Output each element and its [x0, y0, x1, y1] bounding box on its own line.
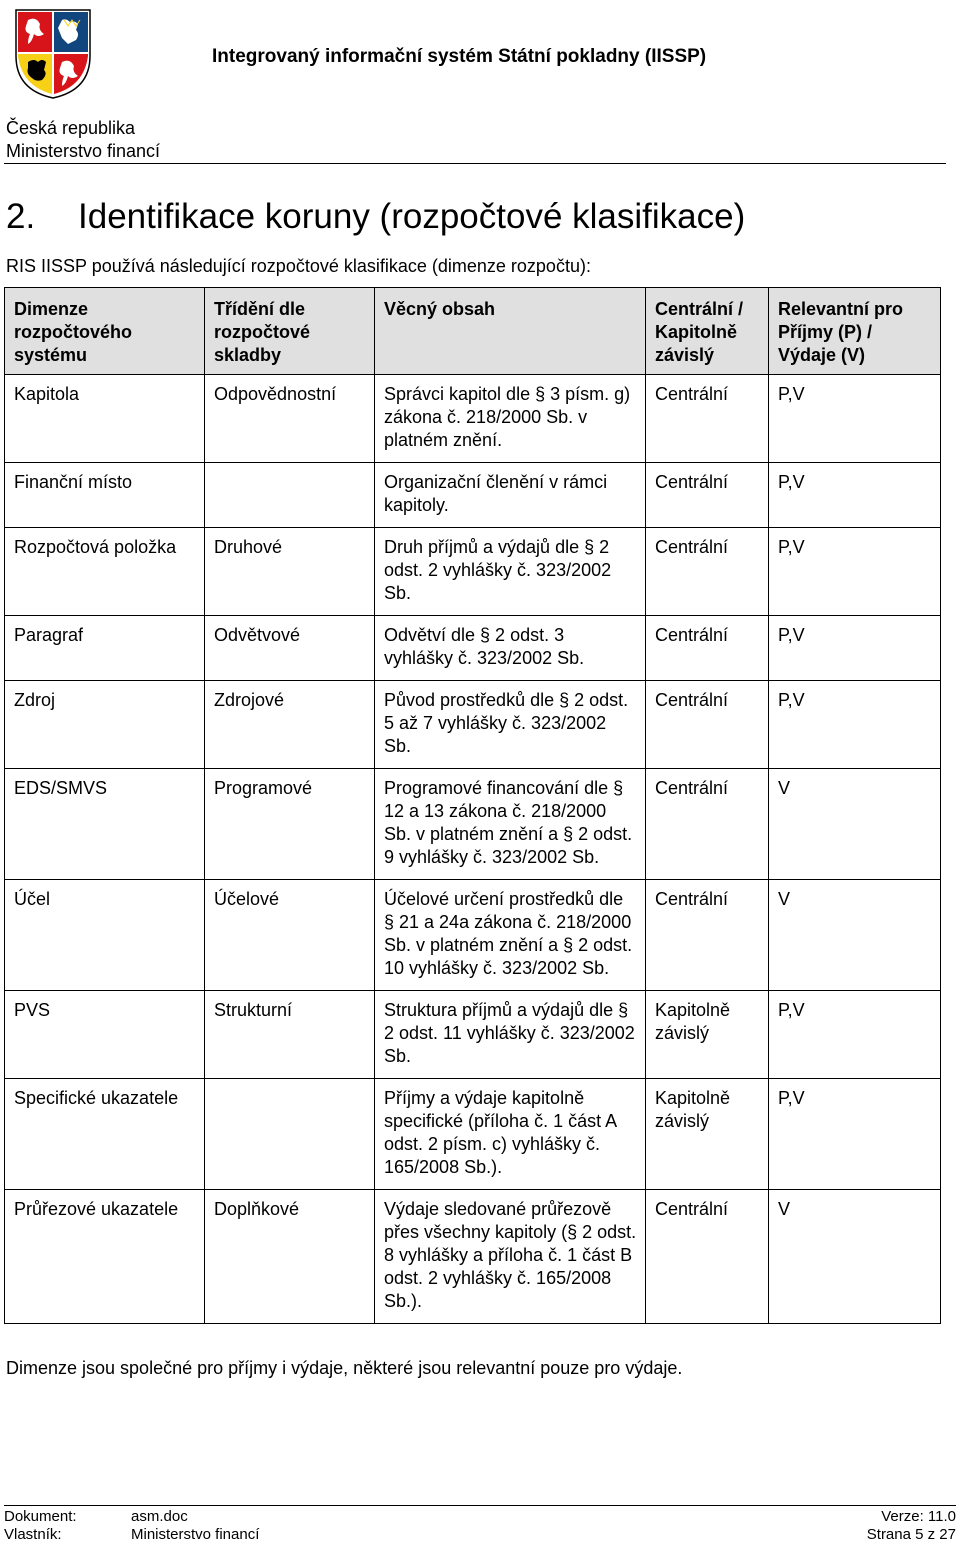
system-title: Integrovaný informační systém Státní pokladny (IISSP) [212, 46, 707, 67]
table-cell: Kapitolně závislý [646, 1079, 769, 1190]
column-header: Relevantní pro Příjmy (P) / Výdaje (V) [769, 288, 941, 375]
table-cell: P,V [769, 681, 941, 769]
table-cell: Výdaje sledované průřezově přes všechny kapitoly (§ 2 odst. 8 vyhlášky a příloha č. 1 část B odst. 2 vyhlášky č. 165/2008 Sb.). [375, 1190, 646, 1324]
table-cell: P,V [769, 1079, 941, 1190]
table-cell: Zdroj [5, 681, 205, 769]
table-cell: Programové [205, 769, 375, 880]
table-row [5, 991, 941, 1079]
column-header: Třídění dle rozpočtové skladby [205, 288, 375, 375]
table-cell: Rozpočtová položka [5, 528, 205, 616]
table-cell: Průřezové ukazatele [5, 1190, 205, 1324]
table-cell: P,V [769, 528, 941, 616]
table-cell: Správci kapitol dle § 3 písm. g) zákona č. 218/2000 Sb. v platném znění. [375, 375, 646, 463]
table-cell: Centrální [646, 528, 769, 616]
table-cell: Účel [5, 880, 205, 991]
table-cell: Centrální [646, 1190, 769, 1324]
table-row [5, 375, 941, 463]
footer-divider [4, 1505, 956, 1506]
table-cell: Centrální [646, 880, 769, 991]
czech-coat-of-arms-icon [14, 8, 92, 100]
column-header: Věcný obsah [375, 288, 646, 375]
table-row [5, 528, 941, 616]
table-row [5, 769, 941, 880]
footer-page-number: Strana 5 z 27 [866, 1526, 956, 1543]
table-cell: V [769, 1190, 941, 1324]
table-cell: Specifické ukazatele [5, 1079, 205, 1190]
footer-owner-value: Ministerstvo financí [131, 1526, 260, 1543]
table-cell: Centrální [646, 375, 769, 463]
org-country: Česká republika [6, 118, 136, 138]
table-cell: Organizační členění v rámci kapitoly. [375, 463, 646, 528]
organization [6, 117, 160, 163]
table-cell: P,V [769, 616, 941, 681]
table-cell: Příjmy a výdaje kapitolně specifické (příloha č. 1 část A odst. 2 písm. c) vyhlášky č. 165/2008 Sb.). [375, 1079, 646, 1190]
table-cell: Programové financování dle § 12 a 13 zákona č. 218/2000 Sb. v platném znění a § 2 odst. 9 vyhlášky č. 323/2002 Sb. [375, 769, 646, 880]
column-header: Centrální / Kapitolně závislý [646, 288, 769, 375]
table-cell: Centrální [646, 463, 769, 528]
table-cell: Odpovědnostní [205, 375, 375, 463]
table-cell: Centrální [646, 769, 769, 880]
table-cell: V [769, 880, 941, 991]
table-cell: Struktura příjmů a výdajů dle § 2 odst. 11 vyhlášky č. 323/2002 Sb. [375, 991, 646, 1079]
table-row [5, 463, 941, 528]
table-cell: Druh příjmů a výdajů dle § 2 odst. 2 vyhlášky č. 323/2002 Sb. [375, 528, 646, 616]
classification-table [4, 287, 941, 1324]
table-cell [205, 1079, 375, 1190]
table-cell: P,V [769, 991, 941, 1079]
table-cell: Centrální [646, 616, 769, 681]
table-note: Dimenze jsou společné pro příjmy i výdaje, některé jsou relevantní pouze pro výdaje. [6, 1358, 683, 1378]
table-row [5, 681, 941, 769]
table-row [5, 1079, 941, 1190]
table-cell: Doplňkové [205, 1190, 375, 1324]
table-cell: PVS [5, 991, 205, 1079]
footer-doc-value: asm.doc [131, 1508, 188, 1525]
section-heading [6, 197, 745, 237]
footer-owner-label: Vlastník: [4, 1526, 62, 1543]
table-cell: Odvětví dle § 2 odst. 3 vyhlášky č. 323/2002 Sb. [375, 616, 646, 681]
table-cell: P,V [769, 463, 941, 528]
table-cell: P,V [769, 375, 941, 463]
table-cell: Paragraf [5, 616, 205, 681]
header-divider [4, 163, 946, 164]
org-ministry: Ministerstvo financí [6, 141, 161, 161]
table-cell: EDS/SMVS [5, 769, 205, 880]
table-cell: Kapitola [5, 375, 205, 463]
table-row [5, 880, 941, 991]
section-title: Identifikace koruny (rozpočtové klasifikace) [78, 197, 746, 236]
table-cell: Účelové určení prostředků dle § 21 a 24a zákona č. 218/2000 Sb. v platném znění a § 2 odst. 10 vyhlášky č. 323/2002 Sb. [375, 880, 646, 991]
section-intro: RIS IISSP používá následující rozpočtové klasifikace (dimenze rozpočtu): [6, 256, 591, 276]
table-cell: Původ prostředků dle § 2 odst. 5 až 7 vyhlášky č. 323/2002 Sb. [375, 681, 646, 769]
table-cell [205, 463, 375, 528]
table-cell: V [769, 769, 941, 880]
table-cell: Účelové [205, 880, 375, 991]
footer-version: Verze: 11.0 [881, 1508, 956, 1525]
table-cell: Odvětvové [205, 616, 375, 681]
table-cell: Kapitolně závislý [646, 991, 769, 1079]
table-cell: Strukturní [205, 991, 375, 1079]
table-cell: Druhové [205, 528, 375, 616]
table-header-row [5, 288, 941, 375]
table-cell: Centrální [646, 681, 769, 769]
footer-doc-label: Dokument: [4, 1508, 77, 1525]
table-cell: Zdrojové [205, 681, 375, 769]
table-row [5, 1190, 941, 1324]
table-cell: Finanční místo [5, 463, 205, 528]
section-number: 2. [6, 197, 36, 236]
column-header: Dimenze rozpočtového systému [5, 288, 205, 375]
table-row [5, 616, 941, 681]
